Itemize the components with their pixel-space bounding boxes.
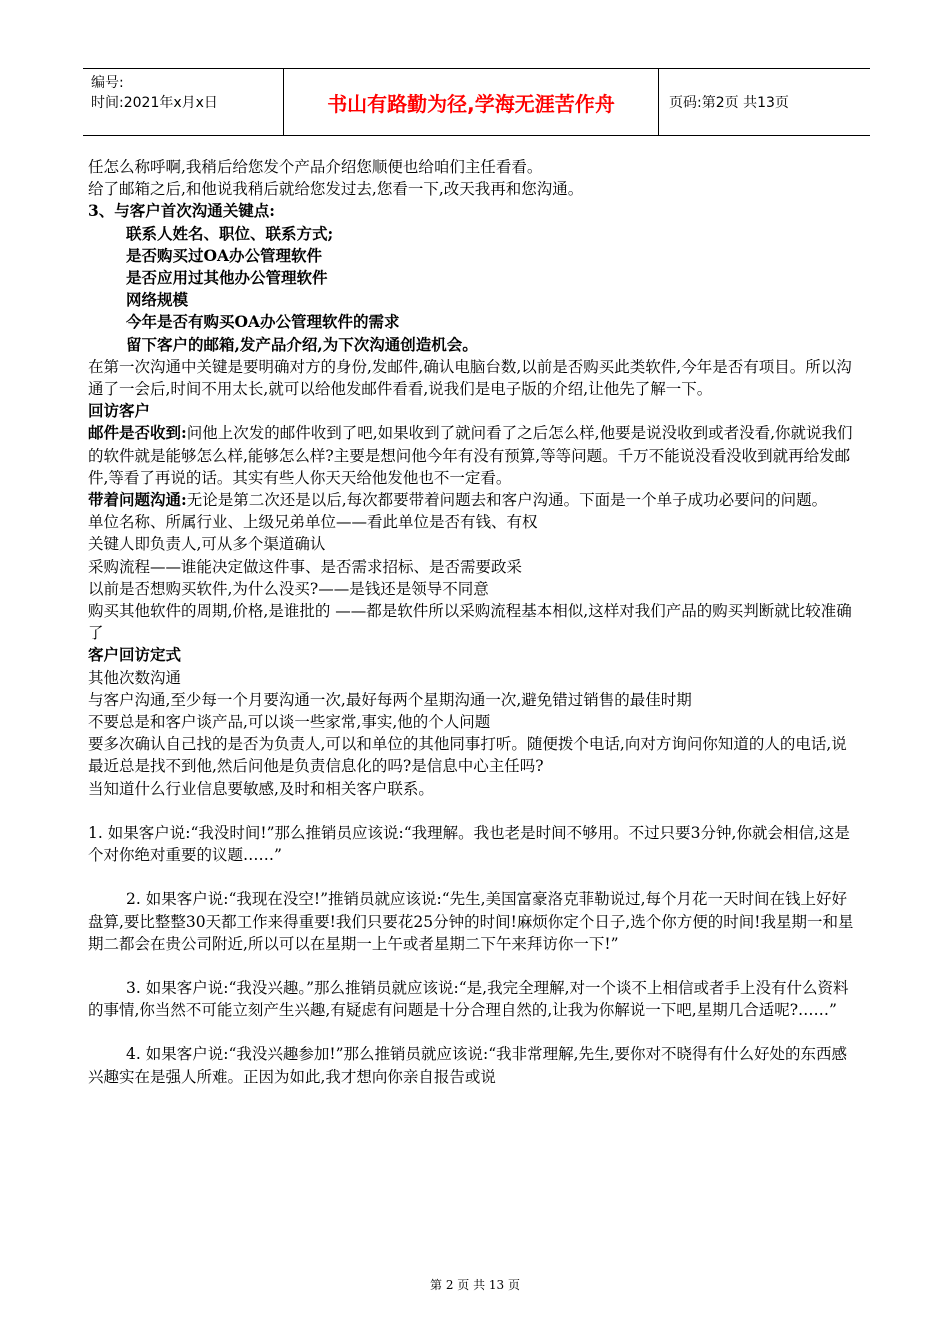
paragraph: 不要总是和客户谈产品,可以谈一些家常,事实,他的个人问题 (88, 713, 491, 732)
paragraph: 给了邮箱之后,和他说我稍后就给您发过去,您看一下,改天我再和您沟通。 (88, 180, 584, 199)
page-number-label: 页码:第2页 共13页 (669, 95, 789, 111)
inline-heading: 邮件是否收到: (88, 423, 187, 443)
key-point: 网络规模 (126, 290, 189, 310)
paragraph: 与客户沟通,至少每一个月要沟通一次,最好每两个星期沟通一次,避免错过销售的最佳时期 (88, 690, 692, 709)
paragraph: 购买其他软件的周期,价格,是谁批的 ——都是软件所以采购流程基本相似,这样对我们产品的购买判断就比较准确了 (88, 602, 852, 643)
paragraph: 任怎么称呼啊,我稍后给您发个产品介绍您顺便也给咱们主任看看。 (88, 158, 543, 176)
page-header (83, 68, 870, 136)
date-label: 时间:2021年x月x日 (91, 95, 218, 111)
paragraph: 在第一次沟通中关键是要明确对方的身份,发邮件,确认电脑台数,以前是否购买此类软件,今年是否有项目。所以沟通了一会后,时间不用太长,就可以给他发邮件看看,说我们是电子版的介绍,让他先了解一下。 (88, 357, 852, 399)
key-point: 联系人姓名、职位、联系方式; (126, 223, 334, 243)
page-footer: 第 2 页 共 13 页 (430, 1278, 520, 1292)
paragraph (88, 422, 862, 489)
code-label: 编号: (91, 75, 124, 91)
paragraph (88, 489, 862, 511)
section-heading: 3、与客户首次沟通关键点: (88, 201, 276, 221)
paragraph-text: 无论是第二次还是以后,每次都要带着问题去和客户沟通。下面是一个单子成功必要问的问题。 (186, 491, 828, 510)
paragraph: 其他次数沟通 (88, 668, 182, 687)
paragraph: 当知道什么行业信息要敏感,及时和相关客户联系。 (88, 779, 434, 798)
header-meta (83, 69, 284, 135)
paragraph: 关键人即负责人,可从多个渠道确认 (88, 535, 326, 554)
paragraph: 采购流程——谁能决定做这件事、是否需求招标、是否需要政采 (88, 557, 523, 576)
header-motto: 书山有路勤为径,学海无涯苦作舟 (284, 69, 659, 135)
paragraph-text: 问他上次发的邮件收到了吧,如果收到了就问看了之后怎么样,他要是说没收到或者没看,你就说我们的软件就是能够怎么样,能够怎么样?主要是想问他今年有没有预算,等等问题。千万不能说没看没收到就再给发邮件,等看了再说的话。其实有些人你天天给他发他也不一定看。 (88, 424, 853, 487)
key-point: 今年是否有购买OA办公管理软件的需求 (126, 312, 400, 332)
key-point: 留下客户的邮箱,发产品介绍,为下次沟通创造机会。 (126, 334, 478, 354)
paragraph: 要多次确认自己找的是否为负责人,可以和单位的其他同事打听。随便拨个电话,向对方询问你知道的人的电话,说最近总是找不到他,然后问他是负责信息化的吗?是信息中心主任吗? (88, 735, 847, 776)
document-body (88, 156, 862, 1088)
paragraph: 以前是否想购买软件,为什么没买?——是钱还是领导不同意 (88, 579, 489, 598)
section-heading: 回访客户 (88, 401, 151, 421)
key-point: 是否购买过OA办公管理软件 (126, 245, 323, 265)
paragraph: 3. 如果客户说:“我没兴趣。”那么推销员就应该说:“是,我完全理解,对一个谈不上相信或者手上没有什么资料的事情,你当然不可能立刻产生兴趣,有疑虑有问题是十分合理自然的,让我为你解说一下吧,星期几合适呢?……” (88, 978, 849, 1020)
paragraph: 单位名称、所属行业、上级兄弟单位——看此单位是否有钱、有权 (88, 513, 538, 532)
key-point: 是否应用过其他办公管理软件 (126, 268, 328, 288)
inline-heading: 带着问题沟通: (88, 490, 187, 510)
paragraph: 1. 如果客户说:“我没时间!”那么推销员应该说:“我理解。我也老是时间不够用。不过只要3分钟,你就会相信,这是个对你绝对重要的议题……” (88, 823, 850, 865)
paragraph: 4. 如果客户说:“我没兴趣参加!”那么推销员就应该说:“我非常理解,先生,要你对不晓得有什么好处的东西感兴趣实在是强人所难。正因为如此,我才想向你亲自报告或说 (88, 1045, 848, 1086)
paragraph: 2. 如果客户说:“我现在没空!”推销员就应该说:“先生,美国富豪洛克菲勒说过,每个月花一天时间在钱上好好盘算,要比整整30天都工作来得重要!我们只要花25分钟的时间!麻烦你定个日子,选个你方便的时间!我星期一和星期二都会在贵公司附近,所以可以在星期一上午或者星期二下午来拜访你一下!” (88, 890, 854, 953)
section-heading: 客户回访定式 (88, 645, 182, 665)
